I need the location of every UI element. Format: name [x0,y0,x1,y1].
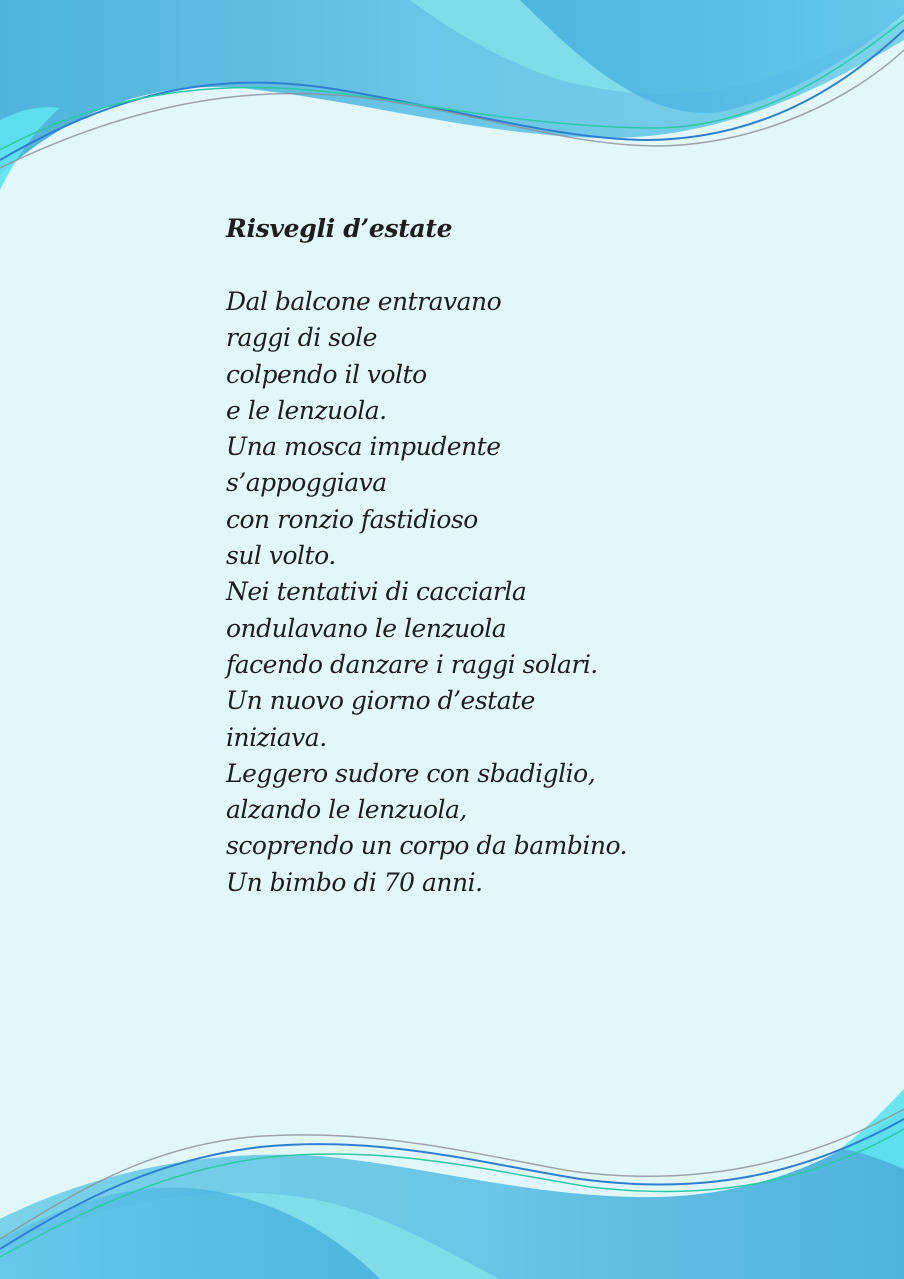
poem-line: scoprendo un corpo da bambino. [226,831,628,861]
poem-body [226,284,866,901]
poem-line: sul volto. [226,541,336,571]
poem-line: Un nuovo giorno d’estate [226,686,535,716]
poem-line: Un bimbo di 70 anni. [226,867,483,897]
poem-line: Una mosca impudente [226,432,501,462]
poem-line: s’appoggiava [226,468,387,498]
poem-line: facendo danzare i raggi solari. [226,649,598,679]
bottom-wave-decoration [0,1079,904,1279]
poem-line: Leggero sudore con sbadiglio, [226,758,596,788]
poem-line: Dal balcone entravano [226,287,502,316]
poem-line: e le lenzuola. [226,395,387,425]
poem-line: Nei tentativi di cacciarla [226,577,527,607]
poem-line: ondulavano le lenzuola [226,613,507,643]
poem-line: raggi di sole [226,323,377,353]
top-wave-decoration [0,0,904,200]
poem-title: Risvegli d’estate [226,214,453,243]
poem-line: alzando le lenzuola, [226,795,467,825]
poem-line: con ronzio fastidioso [226,504,478,534]
poem-line: iniziava. [226,722,327,752]
poem [226,211,866,901]
poem-line: colpendo il volto [226,359,427,389]
